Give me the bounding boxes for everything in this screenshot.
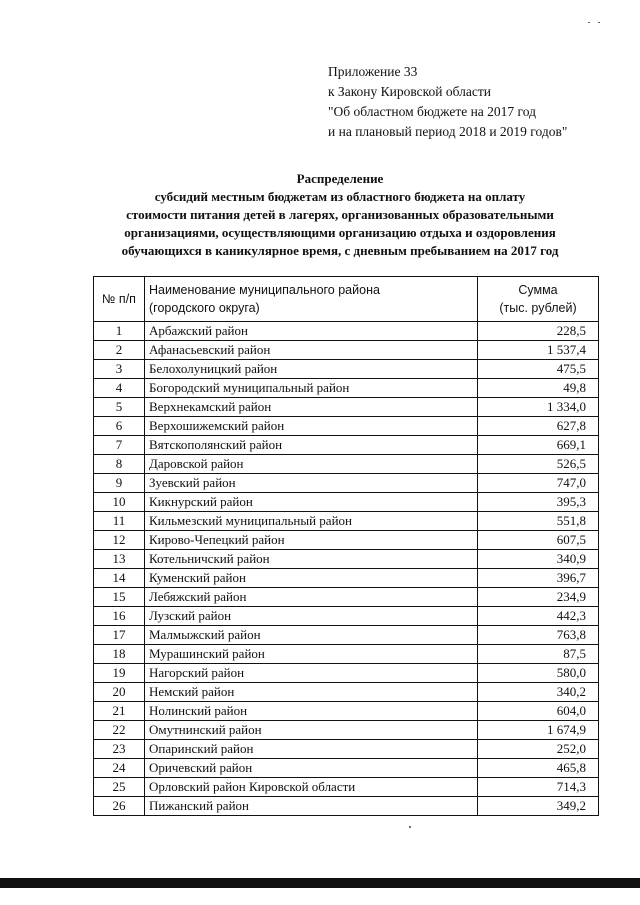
header-number: № п/п: [94, 277, 145, 322]
row-sum: 714,3: [478, 778, 599, 797]
row-sum: 580,0: [478, 664, 599, 683]
document-title: [60, 170, 620, 260]
row-sum: 396,7: [478, 569, 599, 588]
row-number: 3: [94, 360, 145, 379]
table-row: [94, 379, 599, 398]
row-number: 23: [94, 740, 145, 759]
row-district-name: Немский район: [145, 683, 478, 702]
table-row: [94, 702, 599, 721]
row-district-name: Богородский муниципальный район: [145, 379, 478, 398]
row-district-name: Куменский район: [145, 569, 478, 588]
header-sum-line2: (тыс. рублей): [499, 301, 577, 315]
subsidy-table-wrapper: [93, 276, 599, 816]
row-sum: 349,2: [478, 797, 599, 816]
table-row: [94, 626, 599, 645]
row-number: 4: [94, 379, 145, 398]
row-sum: 526,5: [478, 455, 599, 474]
row-district-name: Орловский район Кировской области: [145, 778, 478, 797]
row-number: 16: [94, 607, 145, 626]
row-sum: 234,9: [478, 588, 599, 607]
header-district-name-line1: Наименование муниципального района: [149, 283, 380, 297]
row-number: 5: [94, 398, 145, 417]
header-district-name-line2: (городского округа): [149, 301, 260, 315]
row-sum: 1 674,9: [478, 721, 599, 740]
row-sum: 607,5: [478, 531, 599, 550]
row-number: 1: [94, 322, 145, 341]
row-sum: 340,9: [478, 550, 599, 569]
scan-bottom-edge: [0, 878, 640, 888]
header-sum: [478, 277, 599, 322]
row-number: 9: [94, 474, 145, 493]
scan-speck: [588, 22, 590, 23]
row-district-name: Мурашинский район: [145, 645, 478, 664]
row-district-name: Афанасьевский район: [145, 341, 478, 360]
row-number: 8: [94, 455, 145, 474]
table-row: [94, 664, 599, 683]
row-district-name: Пижанский район: [145, 797, 478, 816]
row-sum: 87,5: [478, 645, 599, 664]
title-line: стоимости питания детей в лагерях, организованных образовательными: [126, 207, 554, 222]
table-row: [94, 778, 599, 797]
row-sum: 551,8: [478, 512, 599, 531]
row-sum: 340,2: [478, 683, 599, 702]
row-number: 11: [94, 512, 145, 531]
row-sum: 252,0: [478, 740, 599, 759]
table-row: [94, 721, 599, 740]
table-row: [94, 417, 599, 436]
table-row: [94, 322, 599, 341]
row-sum: 1 537,4: [478, 341, 599, 360]
row-number: 18: [94, 645, 145, 664]
table-row: [94, 360, 599, 379]
row-sum: 442,3: [478, 607, 599, 626]
row-sum: 228,5: [478, 322, 599, 341]
row-district-name: Лебяжский район: [145, 588, 478, 607]
row-district-name: Нагорский район: [145, 664, 478, 683]
row-sum: 465,8: [478, 759, 599, 778]
appendix-law-ref: к Закону Кировской области: [328, 84, 492, 99]
row-district-name: Даровской район: [145, 455, 478, 474]
row-number: 6: [94, 417, 145, 436]
row-number: 14: [94, 569, 145, 588]
table-row: [94, 512, 599, 531]
table-row: [94, 740, 599, 759]
title-heading: Распределение: [296, 171, 384, 186]
table-row: [94, 474, 599, 493]
row-district-name: Кирово-Чепецкий район: [145, 531, 478, 550]
row-district-name: Нолинский район: [145, 702, 478, 721]
row-number: 24: [94, 759, 145, 778]
table-row: [94, 436, 599, 455]
row-number: 17: [94, 626, 145, 645]
appendix-law-title: "Об областном бюджете на 2017 год: [328, 104, 536, 119]
row-number: 10: [94, 493, 145, 512]
header-district-name: [145, 277, 478, 322]
row-number: 12: [94, 531, 145, 550]
table-body: [94, 322, 599, 816]
row-sum: 669,1: [478, 436, 599, 455]
row-number: 7: [94, 436, 145, 455]
header-sum-line1: Сумма: [518, 283, 558, 297]
row-district-name: Котельничский район: [145, 550, 478, 569]
row-district-name: Верхошижемский район: [145, 417, 478, 436]
row-sum: 747,0: [478, 474, 599, 493]
row-district-name: Верхнекамский район: [145, 398, 478, 417]
appendix-number: Приложение 33: [328, 64, 418, 79]
table-row: [94, 588, 599, 607]
row-district-name: Лузский район: [145, 607, 478, 626]
row-number: 20: [94, 683, 145, 702]
row-number: 2: [94, 341, 145, 360]
row-sum: 627,8: [478, 417, 599, 436]
title-line: субсидий местным бюджетам из областного бюджета на оплату: [154, 189, 526, 204]
scan-speck: [409, 826, 411, 828]
row-sum: 475,5: [478, 360, 599, 379]
row-district-name: Белохолуницкий район: [145, 360, 478, 379]
row-district-name: Малмыжский район: [145, 626, 478, 645]
row-district-name: Омутнинский район: [145, 721, 478, 740]
row-number: 26: [94, 797, 145, 816]
table-header-row: [94, 277, 599, 322]
row-district-name: Кильмезский муниципальный район: [145, 512, 478, 531]
row-district-name: Вятскополянский район: [145, 436, 478, 455]
row-sum: 49,8: [478, 379, 599, 398]
appendix-law-period: и на плановый период 2018 и 2019 годов": [328, 124, 568, 139]
table-row: [94, 341, 599, 360]
table-row: [94, 607, 599, 626]
row-number: 13: [94, 550, 145, 569]
scan-speck: [598, 22, 600, 23]
row-sum: 604,0: [478, 702, 599, 721]
row-sum: 395,3: [478, 493, 599, 512]
table-row: [94, 759, 599, 778]
subsidy-table: [93, 276, 599, 816]
row-district-name: Оричевский район: [145, 759, 478, 778]
row-sum: 1 334,0: [478, 398, 599, 417]
row-number: 19: [94, 664, 145, 683]
table-row: [94, 683, 599, 702]
row-district-name: Зуевский район: [145, 474, 478, 493]
title-line: обучающихся в каникулярное время, с дневным пребыванием на 2017 год: [121, 243, 559, 258]
table-row: [94, 645, 599, 664]
row-district-name: Кикнурский район: [145, 493, 478, 512]
title-line: организациями, осуществляющими организацию отдыха и оздоровления: [124, 225, 556, 240]
row-number: 25: [94, 778, 145, 797]
table-row: [94, 531, 599, 550]
table-row: [94, 569, 599, 588]
row-number: 15: [94, 588, 145, 607]
table-row: [94, 493, 599, 512]
table-row: [94, 797, 599, 816]
table-row: [94, 550, 599, 569]
row-number: 22: [94, 721, 145, 740]
row-number: 21: [94, 702, 145, 721]
appendix-block: [328, 62, 628, 142]
table-row: [94, 455, 599, 474]
row-sum: 763,8: [478, 626, 599, 645]
row-district-name: Арбажский район: [145, 322, 478, 341]
table-row: [94, 398, 599, 417]
row-district-name: Опаринский район: [145, 740, 478, 759]
